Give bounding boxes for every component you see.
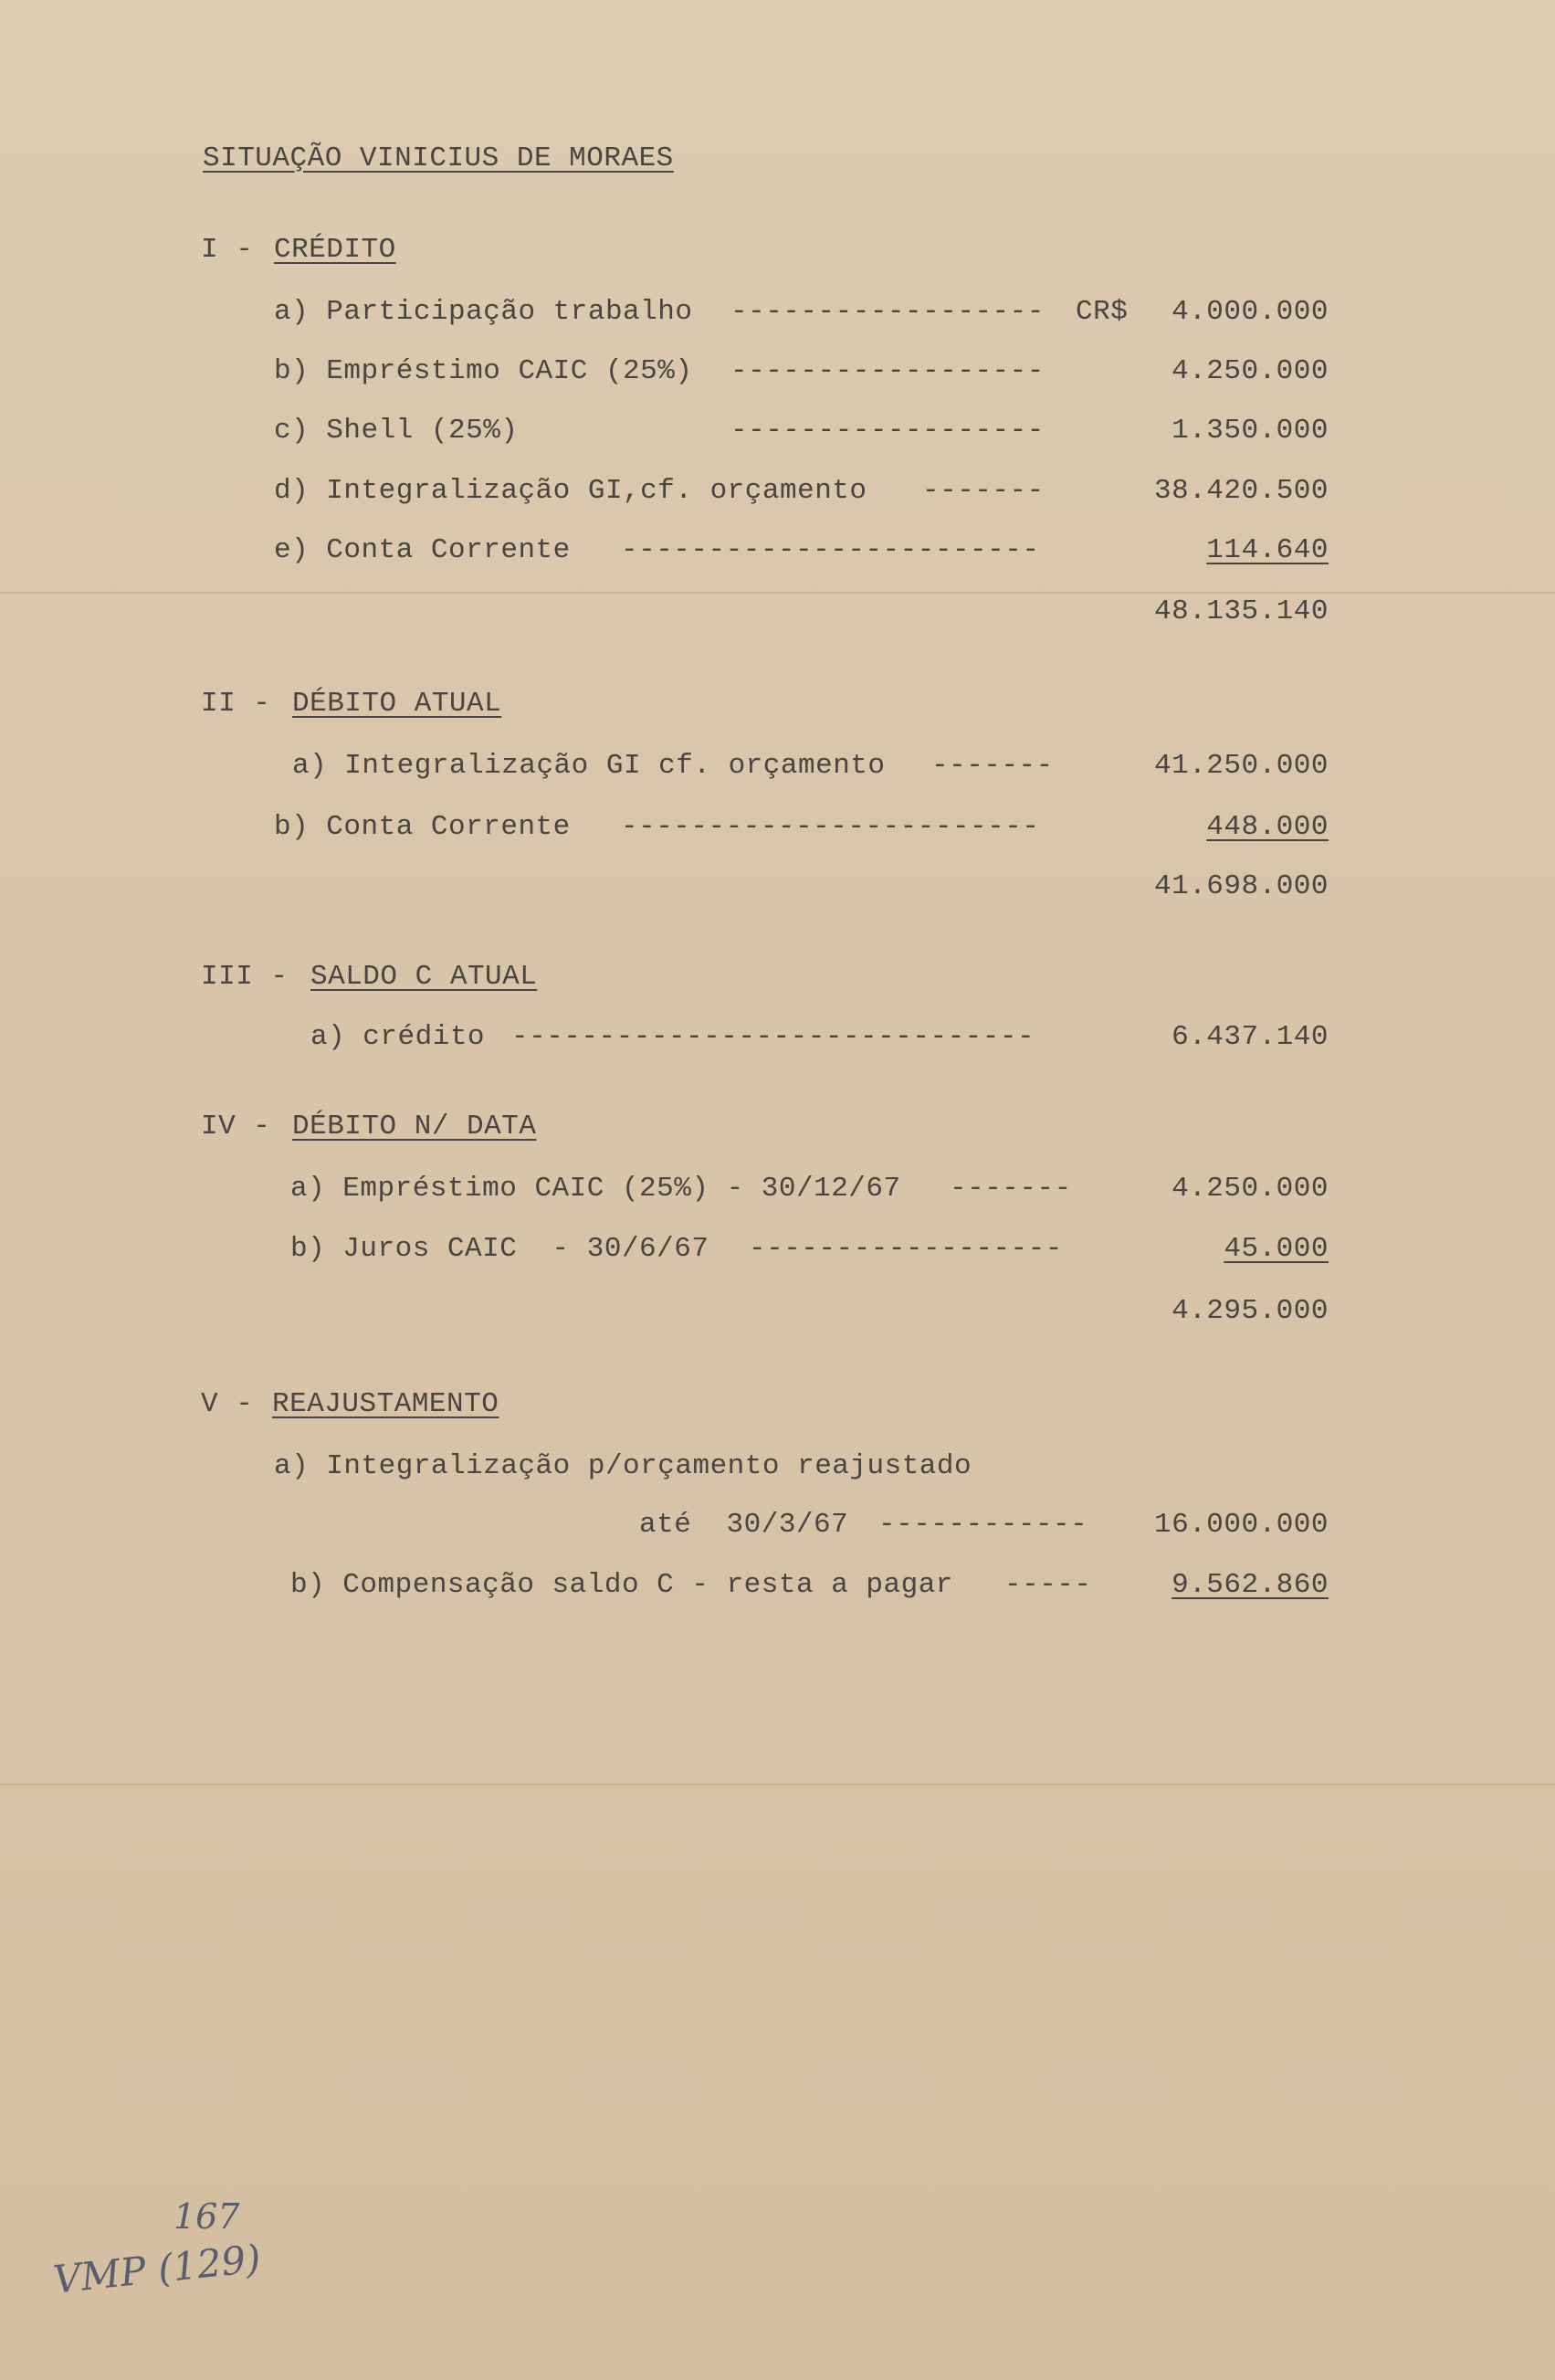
handwritten-number: 167: [173, 2196, 240, 2237]
fold-line: [0, 592, 1555, 594]
item-label: b) Juros CAIC - 30/6/67: [290, 1233, 709, 1265]
leader-dashes: -------: [922, 475, 1045, 507]
item-value: 6.437.140: [1172, 1021, 1329, 1053]
item-value: 114.640: [1206, 534, 1329, 566]
leader-dashes: ------------------------: [621, 534, 1040, 566]
leader-dashes: ------------------------: [621, 811, 1040, 843]
item-value: 16.000.000: [1153, 1509, 1329, 1541]
leader-dashes: ------------------: [730, 296, 1045, 328]
item-label: a) crédito: [310, 1021, 486, 1053]
item-value: 38.420.500: [1153, 475, 1329, 507]
item-label: e) Conta Corrente: [274, 534, 571, 566]
item-value: 4.250.000: [1172, 1173, 1329, 1205]
leader-dashes: ------------------: [730, 415, 1045, 447]
section-total: 41.698.000: [1153, 870, 1329, 902]
item-value: 9.562.860: [1172, 1569, 1329, 1601]
item-value: 45.000: [1224, 1233, 1329, 1265]
section-heading: CRÉDITO: [274, 234, 396, 266]
handwritten-archive-code: VMP (129): [51, 2236, 263, 2302]
section-heading: REAJUSTAMENTO: [272, 1388, 499, 1420]
item-label: d) Integralização GI,cf. orçamento: [274, 475, 867, 507]
section-number: V -: [201, 1388, 254, 1420]
item-label: a) Integralização GI cf. orçamento: [292, 750, 886, 782]
section-total: 4.295.000: [1172, 1295, 1329, 1327]
leader-dashes: -----: [1004, 1569, 1092, 1601]
leader-dashes: ------------: [878, 1509, 1088, 1541]
fold-line: [0, 1784, 1555, 1785]
leader-dashes: -------: [931, 750, 1054, 782]
leader-dashes: ------------------: [730, 355, 1045, 387]
item-value: 1.350.000: [1172, 415, 1329, 447]
document-title: SITUAÇÃO VINICIUS DE MORAES: [203, 142, 674, 174]
section-number: III -: [201, 961, 289, 993]
item-label: b) Conta Corrente: [274, 811, 571, 843]
item-label: c) Shell (25%): [274, 415, 519, 447]
item-label: a) Integralização p/orçamento reajustado: [274, 1450, 972, 1482]
leader-dashes: ------------------: [749, 1233, 1063, 1265]
leader-dashes: ------------------------------: [511, 1021, 1035, 1053]
leader-dashes: -------: [950, 1173, 1072, 1205]
item-label: a) Participação trabalho: [274, 296, 693, 328]
section-heading: DÉBITO ATUAL: [292, 688, 502, 720]
section-number: II -: [201, 688, 271, 720]
section-total: 48.135.140: [1153, 595, 1329, 627]
item-label: b) Compensação saldo C - resta a pagar: [290, 1569, 953, 1601]
section-number: I -: [201, 234, 254, 266]
item-value: 41.250.000: [1153, 750, 1329, 782]
item-label: a) Empréstimo CAIC (25%) - 30/12/67: [290, 1173, 901, 1205]
section-heading: SALDO C ATUAL: [310, 961, 538, 993]
section-number: IV -: [201, 1111, 271, 1143]
item-value: 4.000.000: [1172, 296, 1329, 328]
section-heading: DÉBITO N/ DATA: [292, 1111, 537, 1143]
item-value: 4.250.000: [1172, 355, 1329, 387]
currency-label: CR$: [1076, 296, 1129, 328]
item-value: 448.000: [1206, 811, 1329, 843]
item-label: b) Empréstimo CAIC (25%): [274, 355, 693, 387]
item-label: até 30/3/67: [639, 1509, 849, 1541]
